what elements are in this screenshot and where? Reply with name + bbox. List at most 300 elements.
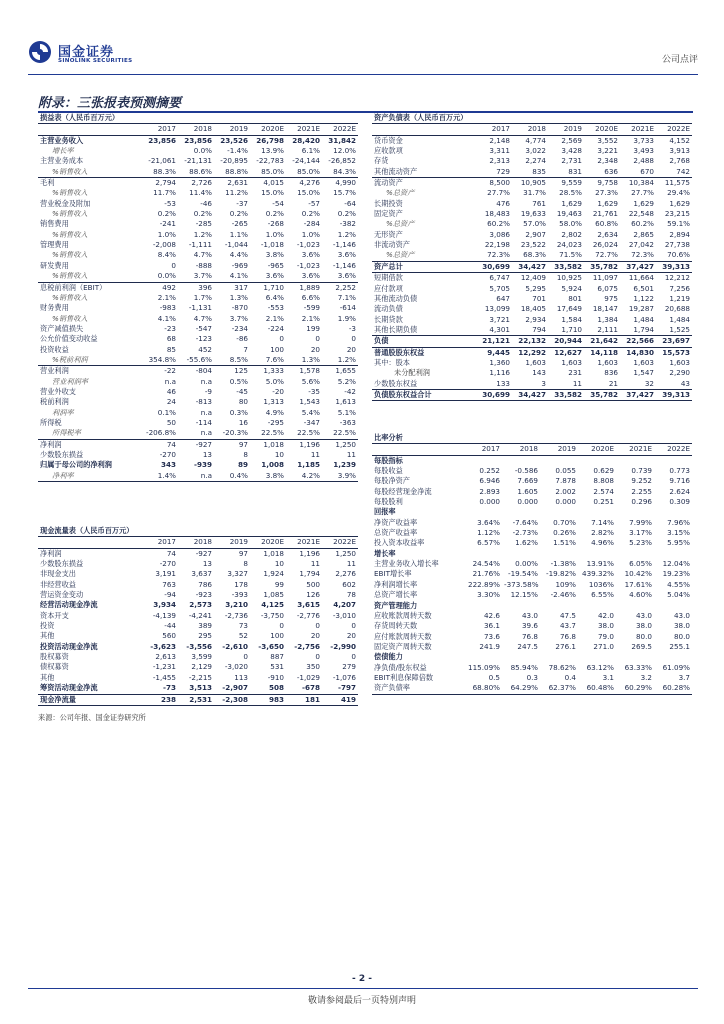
- cell-value: 0.252: [479, 466, 500, 476]
- cell-value: -123: [195, 334, 212, 344]
- cell-value: [578, 601, 616, 611]
- table-row: [38, 240, 358, 250]
- table-row: [372, 487, 692, 497]
- report-type: 公司点评: [661, 55, 698, 65]
- row-label: 营业利润率: [52, 376, 88, 386]
- table-row: [38, 199, 358, 209]
- table-row: [372, 621, 692, 631]
- cell-value: 3.6%: [301, 250, 320, 260]
- cell-value: 60.2%: [487, 219, 510, 229]
- table-row: [38, 387, 358, 397]
- cell-value: [616, 455, 654, 466]
- cell-value: [540, 507, 578, 517]
- cell-value: -2.46%: [550, 590, 576, 600]
- cell-value: 1,122: [633, 293, 654, 303]
- cell-value: -57: [308, 198, 320, 208]
- cell-value: 10.42%: [624, 569, 652, 579]
- cell-value: 343: [160, 460, 176, 470]
- row-label: 主营业务收入增长率: [374, 559, 439, 569]
- year-header: 2017: [142, 124, 178, 135]
- cell-value: 2,274: [525, 156, 546, 166]
- cell-value: -1,023: [296, 260, 320, 270]
- cell-value: n.a: [200, 376, 212, 386]
- cell-value: 6.05%: [629, 559, 652, 569]
- row-label: %销售收入: [52, 166, 88, 176]
- cell-value: 1,008: [261, 460, 284, 470]
- year-header: 2019: [214, 537, 250, 548]
- cell-value: 1,603: [597, 357, 618, 367]
- cell-value: 1.605: [517, 486, 538, 496]
- table-row: [38, 377, 358, 387]
- row-label: 公允价值变动收益: [40, 334, 98, 344]
- table-row: [38, 621, 358, 631]
- cell-value: 1,794: [299, 569, 320, 579]
- table-title-row: [38, 113, 358, 124]
- cell-value: n.a: [200, 407, 212, 417]
- table-row: [38, 324, 358, 334]
- table-row: [38, 314, 358, 324]
- cell-value: 2.624: [669, 486, 690, 496]
- row-label: 增长率: [52, 146, 74, 156]
- cell-value: [578, 652, 616, 662]
- table-row: [38, 146, 358, 156]
- header-blank: [372, 444, 464, 455]
- cell-value: 701: [532, 293, 546, 303]
- cell-value: [616, 549, 654, 559]
- cell-value: 37,427: [620, 389, 656, 400]
- cell-value: 88.8%: [225, 166, 248, 176]
- cell-value: 12.04%: [662, 559, 690, 569]
- table-row: [38, 548, 358, 559]
- row-label: 息税前利润（EBIT）: [38, 282, 142, 293]
- cell-value: 26,798: [256, 135, 284, 145]
- cell-value: 22.5%: [261, 428, 284, 438]
- cell-value: 5,705: [489, 283, 510, 293]
- table-row: [372, 580, 692, 590]
- cell-value: 354.8%: [148, 354, 176, 364]
- cell-value: 8.808: [593, 476, 614, 486]
- cell-value: 178: [234, 579, 248, 589]
- table-row: [38, 209, 358, 219]
- cell-value: 1,313: [263, 397, 284, 407]
- table-row: [38, 418, 358, 428]
- cell-value: 0.2%: [265, 209, 284, 219]
- cell-value: 43.0: [521, 610, 538, 620]
- row-label: 资产减值损失: [40, 323, 84, 333]
- cell-value: 22,198: [484, 240, 510, 250]
- table-row: [372, 389, 692, 400]
- year-header-row: [38, 537, 358, 548]
- cell-value: 0.3: [526, 672, 538, 682]
- year-header: 2018: [178, 124, 214, 135]
- cell-value: -927: [178, 439, 214, 450]
- cell-value: 3.6%: [301, 271, 320, 281]
- cell-value: 1.7%: [193, 292, 212, 302]
- table-row: [372, 632, 692, 642]
- cell-value: 12,212: [656, 273, 692, 284]
- cell-value: 50: [166, 417, 176, 427]
- cell-value: 0.309: [669, 497, 690, 507]
- cell-value: 1,116: [489, 368, 510, 378]
- row-label: %总资产: [386, 219, 415, 229]
- cell-value: 3: [541, 378, 546, 388]
- cell-value: 15.0%: [261, 188, 284, 198]
- table-row: [372, 507, 692, 517]
- cell-value: 2,934: [525, 314, 546, 324]
- cell-value: 28.5%: [559, 188, 582, 198]
- cell-value: 0.296: [631, 497, 652, 507]
- cell-value: 0.000: [479, 497, 500, 507]
- cell-value: 0.5: [488, 672, 500, 682]
- row-label: 固定资产周转天数: [374, 641, 432, 651]
- table-row: [372, 538, 692, 548]
- cell-value: 975: [604, 293, 618, 303]
- cell-value: -3,556: [186, 641, 212, 651]
- cell-value: -983: [159, 303, 176, 313]
- cell-value: [540, 549, 578, 559]
- table-row: [372, 146, 692, 156]
- cell-value: 2,252: [322, 282, 358, 293]
- row-label: %销售收入: [52, 313, 88, 323]
- row-label: %销售收入: [52, 209, 88, 219]
- cell-value: -94: [164, 590, 176, 600]
- table-row: [38, 408, 358, 418]
- year-header: 2021E: [620, 124, 656, 135]
- cell-value: 3,721: [489, 314, 510, 324]
- cell-value: 0.3%: [229, 407, 248, 417]
- table-row: [372, 250, 692, 261]
- cell-value: 60.8%: [595, 219, 618, 229]
- cell-value: 46: [166, 386, 176, 396]
- cell-value: 27,738: [664, 240, 690, 250]
- cell-value: 9.252: [631, 476, 652, 486]
- cell-value: 6.55%: [591, 590, 614, 600]
- cell-value: [540, 601, 578, 611]
- cell-value: 42.0: [597, 610, 614, 620]
- cell-value: 88.3%: [153, 166, 176, 176]
- cell-value: 2,865: [633, 229, 654, 239]
- cell-value: 2,348: [597, 156, 618, 166]
- cell-value: 3,086: [489, 229, 510, 239]
- cell-value: 1,603: [561, 357, 582, 367]
- cell-value: -270: [159, 559, 176, 569]
- year-header: 2022E: [322, 537, 358, 548]
- row-label: %销售收入: [52, 188, 88, 198]
- cell-value: 79.0: [597, 631, 614, 641]
- cell-value: [616, 507, 654, 517]
- year-header: 2018: [512, 124, 548, 135]
- cell-value: 1,085: [263, 590, 284, 600]
- header-divider: [28, 74, 698, 75]
- table-title: 现金流量表（人民币百万元）: [38, 526, 358, 537]
- cell-value: 0: [279, 334, 284, 344]
- row-label: 资产管理能力: [374, 600, 418, 610]
- cell-value: 33,582: [548, 261, 584, 272]
- cell-value: -599: [303, 303, 320, 313]
- cell-value: 3,599: [191, 652, 212, 662]
- table-row: [38, 178, 358, 189]
- cell-value: [502, 601, 540, 611]
- year-header: 2022E: [322, 124, 358, 135]
- cell-value: 1,924: [263, 569, 284, 579]
- cell-value: 23,215: [664, 209, 690, 219]
- cell-value: [540, 455, 578, 466]
- cell-value: -35: [308, 386, 320, 396]
- row-label: 筹资活动现金净流: [40, 683, 98, 693]
- cell-value: 7.1%: [337, 292, 356, 302]
- row-label: 利润率: [52, 407, 74, 417]
- cell-value: [464, 455, 502, 466]
- cell-value: 983: [250, 694, 286, 705]
- table-row: [372, 652, 692, 662]
- table-row: [38, 471, 358, 482]
- cell-value: 99: [274, 579, 284, 589]
- row-label: 长期投资: [374, 198, 403, 208]
- table-row: [372, 315, 692, 325]
- table-row: [372, 199, 692, 209]
- company-logo-icon: [28, 40, 52, 64]
- cell-value: 68: [166, 334, 176, 344]
- cell-value: [654, 549, 692, 559]
- cell-value: -20.3%: [222, 428, 248, 438]
- cell-value: 3.30%: [477, 590, 500, 600]
- cell-value: 2,634: [597, 229, 618, 239]
- cell-value: 0.000: [517, 497, 538, 507]
- table-row: [372, 230, 692, 240]
- cell-value: -3,623: [150, 641, 176, 651]
- cell-value: 23,856: [148, 135, 176, 145]
- cell-value: 1,547: [633, 368, 654, 378]
- cell-value: -2,610: [222, 641, 248, 651]
- cell-value: -1,018: [260, 240, 284, 250]
- cell-value: -910: [267, 672, 284, 682]
- cell-value: 34,427: [512, 389, 548, 400]
- cell-value: 1,484: [669, 314, 690, 324]
- cell-value: 2,148: [489, 135, 510, 145]
- row-label: 负债: [372, 336, 476, 347]
- cell-value: 1.2%: [193, 229, 212, 239]
- cell-value: 3,934: [153, 600, 176, 610]
- cell-value: 508: [268, 683, 284, 693]
- cell-value: 35,782: [584, 261, 620, 272]
- cell-value: 13: [202, 450, 212, 459]
- cell-value: 835: [532, 166, 546, 176]
- cell-value: 3,552: [597, 135, 618, 145]
- cell-value: 9,758: [584, 178, 620, 189]
- cell-value: -547: [195, 323, 212, 333]
- year-header: 2020E: [250, 537, 286, 548]
- cell-value: 0.2%: [229, 209, 248, 219]
- table-row: [372, 336, 692, 347]
- cell-value: 4,152: [669, 135, 690, 145]
- cell-value: 5.04%: [667, 590, 690, 600]
- cell-value: 7,256: [669, 283, 690, 293]
- cell-value: 88.6%: [189, 166, 212, 176]
- table-row: [372, 135, 692, 146]
- cell-value: 0.739: [631, 466, 652, 476]
- cell-value: -1.38%: [550, 559, 576, 569]
- cell-value: 14,118: [584, 347, 620, 358]
- cell-value: 1,250: [335, 548, 356, 558]
- cell-value: 13: [202, 559, 212, 569]
- cell-value: 64.29%: [502, 683, 540, 694]
- cell-value: -804: [178, 366, 214, 377]
- table-row: [372, 219, 692, 229]
- cell-value: 63.33%: [624, 662, 652, 672]
- cell-value: -224: [267, 323, 284, 333]
- year-header: 2019: [548, 124, 584, 135]
- cell-value: 14,830: [620, 347, 656, 358]
- row-label: 无形资产: [374, 229, 403, 239]
- cell-value: -3: [348, 323, 356, 333]
- cell-value: 3,733: [633, 135, 654, 145]
- cell-value: 85.0%: [297, 166, 320, 176]
- cell-value: -114: [195, 417, 212, 427]
- row-label: 毛利: [38, 178, 142, 189]
- cell-value: 4.55%: [667, 579, 690, 589]
- header-blank: [38, 537, 142, 548]
- cell-value: 73.6: [483, 631, 500, 641]
- row-label: 流动负债: [374, 304, 403, 314]
- cell-value: 1,655: [322, 366, 358, 377]
- cell-value: 247.5: [517, 641, 538, 651]
- cell-value: -3,010: [332, 610, 356, 620]
- cell-value: 5,295: [525, 283, 546, 293]
- row-label: 投资活动现金净流: [40, 641, 98, 651]
- cell-value: 6,501: [633, 283, 654, 293]
- cell-value: 15,573: [656, 347, 692, 358]
- cell-value: 269.5: [631, 641, 652, 651]
- cell-value: 1,384: [597, 314, 618, 324]
- cell-value: 3.6%: [337, 271, 356, 281]
- row-label: 长期贷款: [374, 314, 403, 324]
- table-row: [372, 590, 692, 600]
- cell-value: -24,144: [292, 156, 320, 166]
- row-label: 投入资本收益率: [374, 538, 425, 548]
- cell-value: 35,782: [584, 389, 620, 400]
- cell-value: -22,783: [256, 156, 284, 166]
- cell-value: 19,287: [628, 304, 654, 314]
- cell-value: 1.62%: [515, 538, 538, 548]
- cell-value: 0.1%: [157, 407, 176, 417]
- cell-value: 794: [532, 324, 546, 334]
- footer-disclaimer: 敬请参阅最后一页特别声明: [307, 996, 416, 1006]
- cell-value: 6.57%: [477, 538, 500, 548]
- cell-value: 11: [346, 450, 356, 459]
- cell-value: -3,020: [224, 662, 248, 672]
- table-row: [38, 460, 358, 470]
- cell-value: 7.14%: [591, 517, 614, 527]
- cell-value: 1,250: [322, 439, 358, 450]
- cell-value: -53: [164, 198, 176, 208]
- cell-value: [502, 507, 540, 517]
- cell-value: 61.09%: [662, 662, 690, 672]
- cell-value: 6.946: [479, 476, 500, 486]
- cell-value: 452: [198, 344, 212, 354]
- cell-value: 8: [243, 559, 248, 569]
- cell-value: -2,008: [152, 240, 176, 250]
- cell-value: [654, 652, 692, 662]
- cell-value: 125: [214, 366, 250, 377]
- cell-value: -234: [231, 323, 248, 333]
- cell-value: -3,750: [260, 610, 284, 620]
- year-header: 2019: [214, 124, 250, 135]
- cell-value: 60.28%: [654, 683, 692, 694]
- cell-value: 2,894: [669, 229, 690, 239]
- cell-value: 3,913: [669, 146, 690, 156]
- cell-value: 27.7%: [631, 188, 654, 198]
- cell-value: 729: [496, 166, 510, 176]
- table-row: [372, 325, 692, 336]
- cell-value: [616, 601, 654, 611]
- row-label: 资产负债率: [372, 683, 464, 694]
- year-header: 2018: [178, 537, 214, 548]
- cell-value: 7.96%: [667, 517, 690, 527]
- row-label: 回报率: [374, 507, 396, 517]
- cell-value: 6,075: [597, 283, 618, 293]
- cell-value: 72.3%: [487, 250, 510, 260]
- cell-value: 439.32%: [582, 569, 614, 579]
- cell-value: -2,990: [330, 641, 356, 651]
- table-row: [372, 569, 692, 579]
- cell-value: 3.7%: [229, 313, 248, 323]
- cell-value: 4.1%: [229, 271, 248, 281]
- cell-value: 2,768: [669, 156, 690, 166]
- cell-value: -965: [267, 260, 284, 270]
- cell-value: -2,308: [214, 694, 250, 705]
- cell-value: 2,794: [142, 178, 178, 189]
- table-row: [38, 662, 358, 672]
- cell-value: [464, 549, 502, 559]
- cell-value: -265: [231, 219, 248, 229]
- cell-value: 0.4%: [214, 471, 250, 482]
- cell-value: 3.2: [640, 672, 652, 682]
- table-row: [372, 476, 692, 486]
- cell-value: -3,650: [258, 641, 284, 651]
- cell-value: 39,313: [656, 389, 692, 400]
- table-row: [38, 219, 358, 229]
- cell-value: 3.8%: [265, 250, 284, 260]
- page-header: [28, 38, 698, 70]
- year-header: 2021E: [286, 537, 322, 548]
- cell-value: 73: [238, 621, 248, 631]
- cell-value: -7.64%: [512, 517, 538, 527]
- cell-value: 58.0%: [559, 219, 582, 229]
- table-row: [372, 642, 692, 652]
- cell-value: 11: [310, 450, 320, 459]
- cell-value: 231: [568, 368, 582, 378]
- cell-value: -813: [195, 397, 212, 407]
- cell-value: 10: [274, 559, 284, 569]
- cell-value: 3.7: [678, 672, 690, 682]
- table-row: [38, 250, 358, 260]
- cell-value: 11.7%: [153, 188, 176, 198]
- cell-value: 11,097: [584, 273, 620, 284]
- cell-value: 72.3%: [631, 250, 654, 260]
- row-label: 主营业务收入: [40, 135, 84, 145]
- cell-value: -1,231: [152, 662, 176, 672]
- cell-value: -2,736: [224, 610, 248, 620]
- table-title: 比率分析: [372, 433, 692, 444]
- cell-value: 0.2%: [193, 209, 212, 219]
- cell-value: 27.7%: [487, 188, 510, 198]
- cell-value: 60.2%: [631, 219, 654, 229]
- cell-value: 13.9%: [261, 146, 284, 156]
- cell-value: -1,455: [152, 672, 176, 682]
- year-header: 2020E: [584, 124, 620, 135]
- table-row: [38, 135, 358, 146]
- cell-value: -46: [200, 198, 212, 208]
